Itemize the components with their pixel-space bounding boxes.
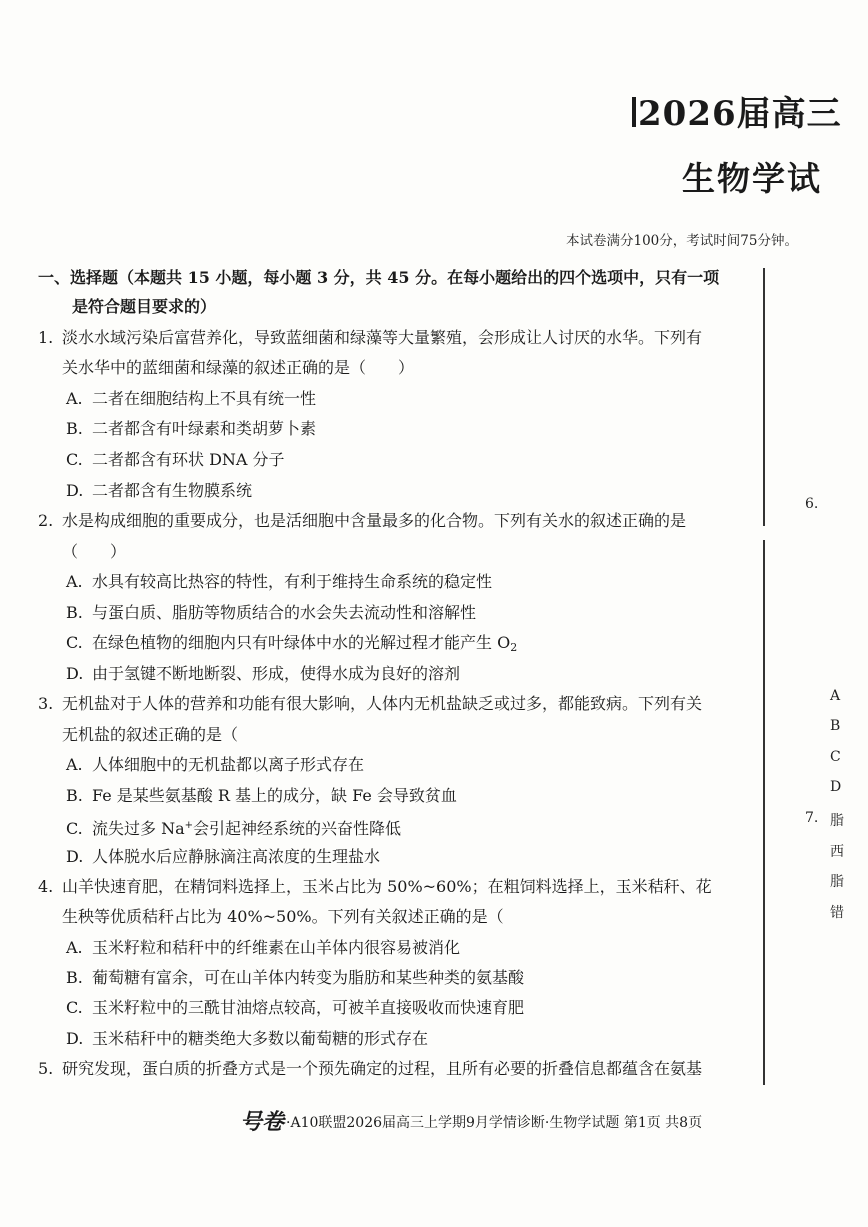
side-fragment: 错	[830, 905, 844, 921]
exam-title-text: 2026届高三	[638, 94, 842, 134]
question-2-option-d: D. 由于氢键不断地断裂、形成，使得水成为良好的溶剂	[66, 664, 461, 683]
side-fragment: 脂	[830, 813, 844, 829]
question-4-option-a: A. 玉米籽粒和秸秆中的纤维素在山羊体内很容易被消化	[66, 938, 461, 957]
column-divider	[763, 268, 765, 526]
column-divider	[763, 540, 765, 1085]
question-1-option-b: B. 二者都含有叶绿素和类胡萝卜素	[66, 419, 317, 438]
side-question-6-number: 6.	[805, 496, 819, 512]
side-fragment: D	[830, 779, 842, 795]
side-question-7-number: 7.	[805, 810, 819, 826]
question-5-stem: 研究发现，蛋白质的折叠方式是一个预先确定的过程，且所有必要的折叠信息都蕴含在氨基	[62, 1059, 703, 1078]
exam-note: 本试卷满分100分，考试时间75分钟。	[566, 233, 798, 249]
publisher-logo: 号卷	[240, 1109, 285, 1135]
footer-text: ·A10联盟2026届高三上学期9月学情诊断·生物学试题 第1页 共8页	[286, 1115, 703, 1131]
title-bar-mark	[632, 97, 636, 127]
side-fragment: A	[830, 688, 841, 704]
page-footer	[240, 1105, 702, 1136]
question-4-stem: 山羊快速育肥，在精饲料选择上，玉米占比为 50%~60%；在粗饲料选择上，玉米秸秆、花	[62, 877, 712, 896]
side-fragment: B	[830, 718, 841, 734]
question-1-stem: 淡水水域污染后富营养化，导致蓝细菌和绿藻等大量繁殖，会形成让人讨厌的水华。下列有	[62, 328, 703, 347]
question-3-stem: 无机盐对于人体的营养和功能有很大影响，人体内无机盐缺乏或过多，都能致病。下列有关	[62, 694, 703, 713]
section-heading-cont: 是符合题目要求的）	[72, 297, 217, 316]
question-3-option-d: D. 人体脱水后应静脉滴注高浓度的生理盐水	[66, 847, 381, 866]
question-3-option-a: A. 人体细胞中的无机盐都以离子形式存在	[66, 755, 365, 774]
side-fragment: C	[830, 749, 841, 765]
question-4-number: 4.	[38, 877, 54, 896]
question-2-stem: 水是构成细胞的重要成分，也是活细胞中含量最多的化合物。下列有关水的叙述正确的是	[62, 511, 687, 530]
question-4-option-c: C. 玉米籽粒中的三酰甘油熔点较高，可被羊直接吸收而快速育肥	[66, 998, 525, 1017]
question-4-stem: 生秧等优质秸秆占比为 40%~50%。下列有关叙述正确的是（	[62, 907, 504, 926]
question-1-stem: 关水华中的蓝细菌和绿藻的叙述正确的是（ ）	[62, 358, 415, 377]
question-5-number: 5.	[38, 1059, 54, 1078]
exam-subject-title: 生物学试	[682, 159, 822, 198]
question-3-option-c: C. 流失过多 Na+会引起神经系统的兴奋性降低	[66, 819, 402, 838]
side-fragment: 西	[830, 844, 844, 860]
question-3-number: 3.	[38, 694, 54, 713]
question-2-option-c: C. 在绿色植物的细胞内只有叶绿体中水的光解过程才能产生 $O_2$	[66, 633, 518, 654]
question-2-stem: （ ）	[62, 542, 127, 561]
exam-title	[632, 86, 842, 135]
question-3-option-b: B. Fe 是某些氨基酸 R 基上的成分，缺 Fe 会导致贫血	[66, 786, 457, 805]
question-2-option-b: B. 与蛋白质、脂肪等物质结合的水会失去流动性和溶解性	[66, 603, 477, 622]
question-4-option-d: D. 玉米秸秆中的糖类绝大多数以葡萄糖的形式存在	[66, 1029, 429, 1048]
section-heading: 一、选择题（本题共 15 小题，每小题 3 分，共 45 分。在每小题给出的四个选项中，只有一项	[38, 268, 720, 287]
question-3-stem: 无机盐的叙述正确的是（	[62, 725, 239, 744]
question-2-option-a: A. 水具有较高比热容的特性，有利于维持生命系统的稳定性	[66, 572, 493, 591]
side-fragment: 脂	[830, 874, 844, 890]
question-4-option-b: B. 葡萄糖有富余，可在山羊体内转变为脂肪和某些种类的氨基酸	[66, 968, 525, 987]
question-2-number: 2.	[38, 511, 54, 530]
question-1-number: 1.	[38, 328, 54, 347]
question-1-option-c: C. 二者都含有环状 DNA 分子	[66, 450, 285, 469]
question-1-option-a: A. 二者在细胞结构上不具有统一性	[66, 389, 317, 408]
question-1-option-d: D. 二者都含有生物膜系统	[66, 481, 253, 500]
